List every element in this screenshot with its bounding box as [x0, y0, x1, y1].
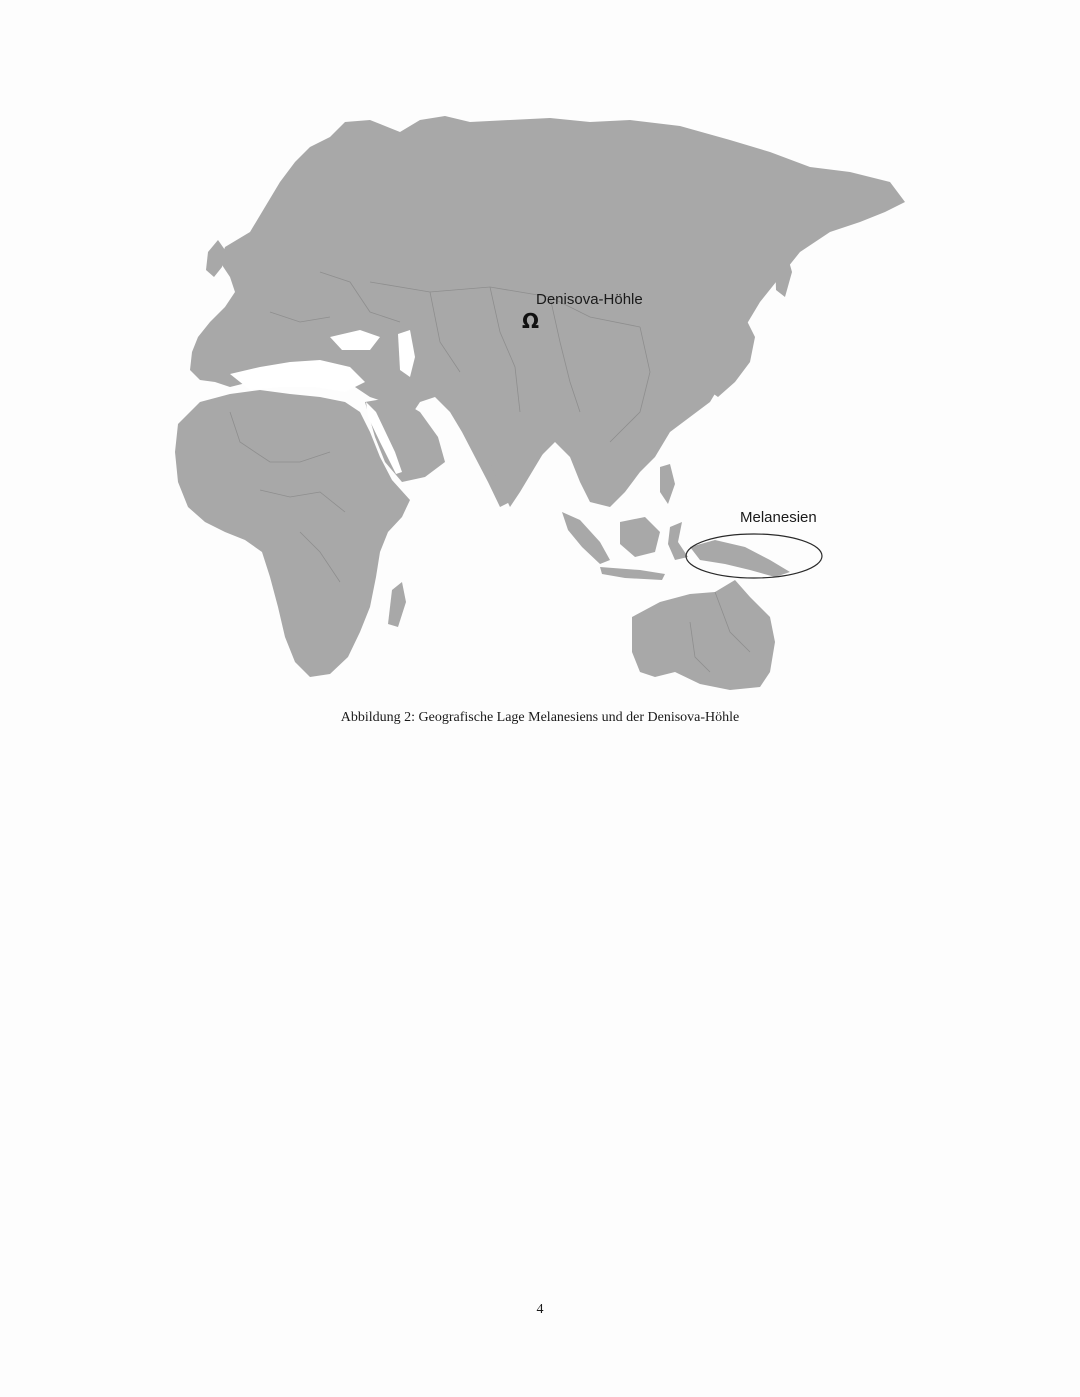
figure-caption: Abbildung 2: Geografische Lage Melanesiens und der Denisova-Höhle	[340, 710, 740, 725]
denisova-cave-marker: Ω	[522, 309, 540, 333]
india-landmass	[482, 412, 550, 507]
denisova-cave-label: Denisova-Höhle	[536, 291, 643, 308]
australia-landmass	[632, 580, 775, 690]
page-number: 4	[536, 1302, 544, 1317]
madagascar-landmass	[388, 582, 406, 627]
eurasia-map	[170, 112, 910, 692]
sumatra-landmass	[562, 512, 610, 564]
philippines-landmass	[660, 464, 675, 504]
british-isles-landmass	[206, 240, 225, 277]
map-figure	[170, 112, 910, 692]
java-landmass	[600, 567, 665, 580]
melanesia-label: Melanesien	[740, 509, 817, 526]
sulawesi-landmass	[668, 522, 688, 560]
borneo-landmass	[620, 517, 660, 557]
